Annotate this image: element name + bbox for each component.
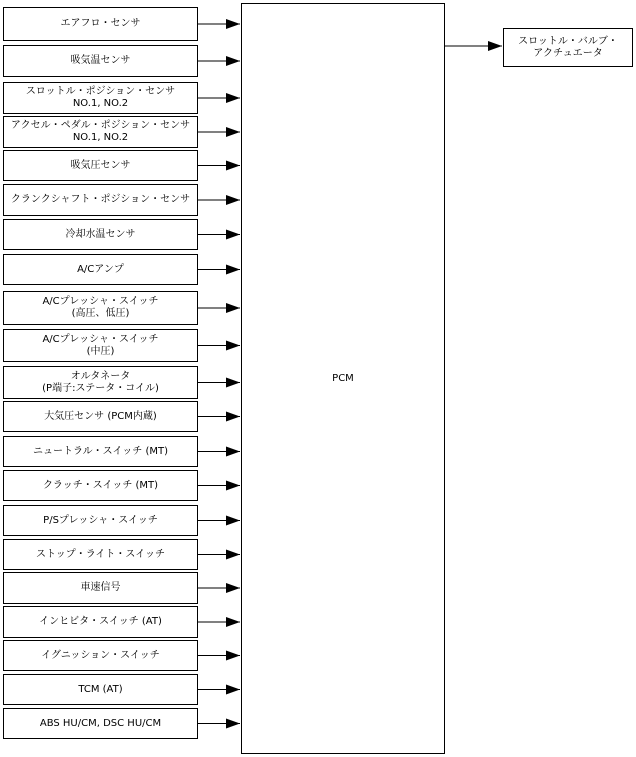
input-signal-box	[3, 470, 198, 501]
input-signal-label-line: A/Cプレッシャ・スイッチ	[42, 296, 159, 307]
input-signal-label-line: (高圧、低圧)	[71, 308, 130, 319]
input-signal-label-line: 吸気温センサ	[70, 55, 131, 66]
pcm-label: PCM	[332, 372, 354, 384]
output-signal-label-line: アクチュエータ	[533, 47, 603, 59]
input-signal-label-line: インヒビタ・スイッチ (AT)	[39, 616, 162, 627]
input-signal-box	[3, 254, 198, 285]
output-signal-label-line: スロットル・バルブ・	[518, 35, 618, 47]
input-signal-box	[3, 116, 198, 148]
input-signal-box	[3, 640, 198, 671]
input-signal-box	[3, 436, 198, 467]
input-signal-label-line: (中圧)	[86, 345, 115, 357]
input-signal-label-line: NO.1, NO.2	[72, 98, 129, 109]
input-signal-label-line: オルタネータ	[70, 370, 131, 382]
input-signal-label-line: スロットル・ポジション・センサ	[25, 86, 176, 97]
input-signal-box	[3, 45, 198, 77]
input-signal-label-line: A/Cアンプ	[77, 263, 124, 275]
input-signal-box	[3, 505, 198, 536]
input-signal-label-line: エアフロ・センサ	[60, 18, 141, 29]
input-signal-box	[3, 606, 198, 638]
output-signal-box	[503, 28, 633, 67]
input-signal-label-line: クランクシャフト・ポジション・センサ	[10, 194, 191, 205]
input-signal-box	[3, 82, 198, 114]
input-signal-label-line: ストップ・ライト・スイッチ	[36, 548, 165, 560]
input-signal-box	[3, 184, 198, 216]
input-signal-label-line: ABS HU/CM, DSC HU/CM	[39, 717, 162, 729]
input-signal-box	[3, 366, 198, 399]
input-signal-label-line: A/Cプレッシャ・スイッチ	[42, 333, 159, 345]
pcm-block	[241, 3, 445, 754]
input-signal-box	[3, 401, 198, 432]
input-signal-box	[3, 329, 198, 362]
input-signal-label-line: 吸気圧センサ	[70, 159, 131, 171]
input-signal-box	[3, 150, 198, 181]
input-signal-label-line: TCM (AT)	[78, 683, 123, 695]
input-signal-box	[3, 539, 198, 570]
input-signal-label-line: ニュートラル・スイッチ (MT)	[32, 445, 169, 457]
input-signal-label-line: P/Sプレッシャ・スイッチ	[43, 514, 158, 526]
input-signal-box	[3, 7, 198, 41]
input-signal-label-line: 冷却水温センサ	[65, 228, 136, 240]
input-signal-label-line: クラッチ・スイッチ (MT)	[42, 479, 159, 491]
input-signal-box	[3, 708, 198, 739]
input-signal-label-line: (P端子:ステータ・コイル)	[42, 382, 159, 394]
input-signal-box	[3, 572, 198, 604]
input-signal-label-line: イグニッション・スイッチ	[41, 649, 160, 661]
input-signal-box	[3, 291, 198, 325]
input-signal-label-line: アクセル・ペダル・ポジション・センサ	[10, 120, 191, 131]
input-signal-label-line: 車速信号	[80, 582, 121, 593]
input-signal-box	[3, 674, 198, 705]
input-signal-box	[3, 219, 198, 250]
input-signal-label-line: 大気圧センサ (PCM内蔵)	[44, 410, 157, 422]
input-signal-label-line: NO.1, NO.2	[72, 132, 129, 143]
